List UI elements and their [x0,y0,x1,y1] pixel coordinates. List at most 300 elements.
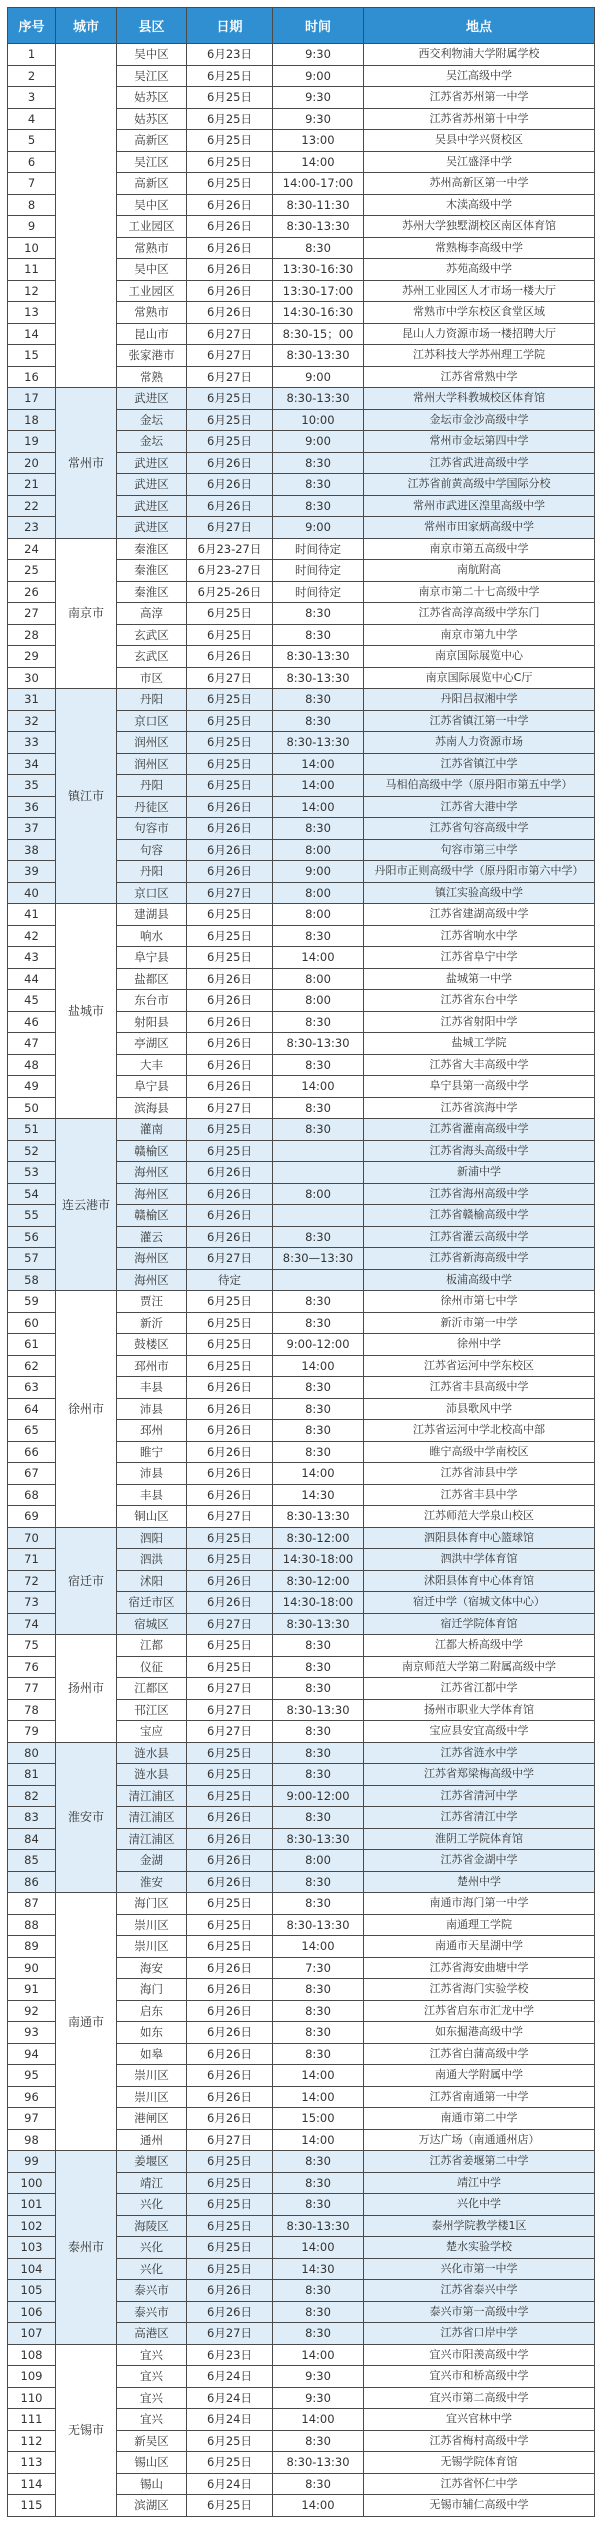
cell-no: 99 [8,2151,56,2173]
cell-date: 6月26日 [187,646,273,668]
cell-district: 宝应 [117,1721,187,1743]
cell-no: 74 [8,1613,56,1635]
cell-no: 108 [8,2344,56,2366]
cell-district: 秦淮区 [117,560,187,582]
cell-no: 104 [8,2258,56,2280]
cell-time: 8:30 [273,689,364,711]
cell-date: 6月23日 [187,44,273,66]
table-row [8,2344,595,2366]
cell-time: 8:30 [273,1721,364,1743]
cell-place: 苏苑高级中学 [364,259,595,281]
cell-time: 9:30 [273,87,364,109]
table-header [8,8,595,44]
cell-place: 江苏省高淳高级中学东门 [364,603,595,625]
cell-date: 6月26日 [187,1807,273,1829]
cell-district: 涟水县 [117,1764,187,1786]
cell-place: 如东掘港高级中学 [364,2022,595,2044]
table-row [8,2151,595,2173]
cell-place: 徐州市第七中学 [364,1291,595,1313]
cell-no: 65 [8,1420,56,1442]
cell-place: 江苏省前黄高级中学国际分校 [364,474,595,496]
cell-date: 6月27日 [187,1248,273,1270]
table-row [8,1527,595,1549]
cell-district: 兴化 [117,2237,187,2259]
cell-place: 南通市海门第一中学 [364,1893,595,1915]
cell-place: 常熟市中学东校区食堂区域 [364,302,595,324]
cell-no: 4 [8,108,56,130]
cell-district: 玄武区 [117,624,187,646]
cell-date: 6月26日 [187,1570,273,1592]
cell-district: 邳州 [117,1420,187,1442]
cell-no: 39 [8,861,56,883]
cell-date: 6月26日 [187,2280,273,2302]
cell-time: 8:30 [273,452,364,474]
cell-no: 91 [8,1979,56,2001]
cell-date: 6月25日 [187,1764,273,1786]
cell-time: 9:00 [273,366,364,388]
cell-no: 113 [8,2452,56,2474]
cell-no: 3 [8,87,56,109]
cell-place: 江苏省清河中学 [364,1785,595,1807]
cell-no: 106 [8,2301,56,2323]
cell-date: 6月25日 [187,753,273,775]
cell-place: 南京市第九中学 [364,624,595,646]
cell-place: 江苏省涟水中学 [364,1742,595,1764]
cell-place: 宿迁中学（宿城文体中心） [364,1592,595,1614]
cell-no: 103 [8,2237,56,2259]
cell-place: 江苏省丰县中学 [364,1484,595,1506]
cell-place: 新沂市第一中学 [364,1312,595,1334]
cell-time: 时间待定 [273,538,364,560]
cell-city: 徐州市 [56,1291,117,1528]
cell-no: 53 [8,1162,56,1184]
cell-place: 江苏科技大学苏州理工学院 [364,345,595,367]
cell-place: 苏州工业园区人才市场一楼大厅 [364,280,595,302]
cell-time: 8:30 [273,1291,364,1313]
cell-no: 60 [8,1312,56,1334]
cell-no: 75 [8,1635,56,1657]
cell-time: 8:30-13:30 [273,2452,364,2474]
cell-time: 8:30-13:30 [273,646,364,668]
cell-date: 6月26日 [187,818,273,840]
cell-time: 8:30 [273,624,364,646]
cell-place: 江苏省大丰高级中学 [364,1054,595,1076]
cell-time: 8:30 [273,2430,364,2452]
cell-date: 6月26日 [187,1463,273,1485]
cell-time [273,1162,364,1184]
cell-date: 6月26日 [187,2065,273,2087]
cell-time: 14:30 [273,1484,364,1506]
cell-time: 9:00 [273,861,364,883]
cell-date: 6月26日 [187,452,273,474]
cell-time: 8:30 [273,603,364,625]
cell-district: 崇川区 [117,1914,187,1936]
cell-place: 江苏省梅村高级中学 [364,2430,595,2452]
cell-time: 8:30-13:30 [273,1699,364,1721]
cell-district: 京口区 [117,710,187,732]
cell-district: 东台市 [117,990,187,1012]
cell-district: 如皋 [117,2043,187,2065]
cell-no: 41 [8,904,56,926]
cell-no: 25 [8,560,56,582]
cell-no: 114 [8,2473,56,2495]
cell-place: 泰兴市第一高级中学 [364,2301,595,2323]
cell-no: 36 [8,796,56,818]
cell-date: 6月25日 [187,925,273,947]
cell-time: 8:30 [273,495,364,517]
cell-district: 宿城区 [117,1613,187,1635]
cell-district: 海州区 [117,1248,187,1270]
cell-district: 武进区 [117,474,187,496]
cell-time: 13:30-17:00 [273,280,364,302]
cell-no: 13 [8,302,56,324]
cell-date: 6月26日 [187,1592,273,1614]
cell-time: 9:00 [273,65,364,87]
cell-time: 8:30 [273,237,364,259]
cell-time: 14:00 [273,1463,364,1485]
cell-no: 84 [8,1828,56,1850]
cell-city: 泰州市 [56,2151,117,2345]
cell-time: 9:00 [273,517,364,539]
cell-district: 邗江区 [117,1699,187,1721]
cell-no: 82 [8,1785,56,1807]
cell-district: 宜兴 [117,2366,187,2388]
cell-date: 6月25日 [187,1742,273,1764]
cell-no: 42 [8,925,56,947]
cell-place: 江苏省苏州第十中学 [364,108,595,130]
cell-place: 南京师范大学第二附属高级中学 [364,1656,595,1678]
cell-no: 64 [8,1398,56,1420]
cell-place: 南京国际展览中心 [364,646,595,668]
cell-time: 8:30 [273,710,364,732]
cell-time: 时间待定 [273,581,364,603]
schedule-table [7,7,595,2517]
cell-no: 77 [8,1678,56,1700]
cell-district: 通州 [117,2129,187,2151]
cell-place: 江苏省滨海中学 [364,1097,595,1119]
cell-district: 句容 [117,839,187,861]
cell-time: 8:30-13:30 [273,1033,364,1055]
cell-date: 6月26日 [187,280,273,302]
cell-time: 8:30-12:00 [273,1570,364,1592]
cell-place: 江苏省海安曲塘中学 [364,1957,595,1979]
cell-district: 启东 [117,2000,187,2022]
cell-district: 润州区 [117,732,187,754]
cell-place: 楚州中学 [364,1871,595,1893]
cell-no: 87 [8,1893,56,1915]
cell-district: 泗洪 [117,1549,187,1571]
cell-district: 江都 [117,1635,187,1657]
cell-no: 30 [8,667,56,689]
cell-time: 8:30 [273,925,364,947]
cell-place: 宜兴市和桥高级中学 [364,2366,595,2388]
cell-place: 江苏省运河中学东校区 [364,1355,595,1377]
cell-place: 泗阳县体育中心篮球馆 [364,1527,595,1549]
cell-date: 6月25日 [187,1936,273,1958]
cell-time: 8:00 [273,882,364,904]
cell-district: 泗阳 [117,1527,187,1549]
cell-date: 6月26日 [187,1377,273,1399]
cell-district: 建湖县 [117,904,187,926]
cell-no: 57 [8,1248,56,1270]
cell-district: 句容市 [117,818,187,840]
cell-no: 90 [8,1957,56,1979]
cell-no: 56 [8,1226,56,1248]
cell-district: 吴江区 [117,151,187,173]
cell-no: 19 [8,431,56,453]
cell-date: 6月25日 [187,1527,273,1549]
cell-time: 8:30—13:30 [273,1248,364,1270]
cell-no: 48 [8,1054,56,1076]
cell-date: 6月26日 [187,259,273,281]
cell-district: 姑苏区 [117,87,187,109]
cell-date: 6月26日 [187,1162,273,1184]
cell-district: 丹阳 [117,689,187,711]
cell-place: 镇江实验高级中学 [364,882,595,904]
cell-time: 8:30 [273,1097,364,1119]
cell-no: 34 [8,753,56,775]
cell-no: 105 [8,2280,56,2302]
cell-no: 43 [8,947,56,969]
cell-no: 5 [8,130,56,152]
cell-district: 锡山区 [117,2452,187,2474]
cell-date: 6月26日 [187,1011,273,1033]
cell-time: 8:30 [273,2194,364,2216]
cell-district: 灌南 [117,1119,187,1141]
cell-place: 泰州学院教学楼1区 [364,2215,595,2237]
cell-place: 江苏省怀仁中学 [364,2473,595,2495]
cell-date: 6月26日 [187,1871,273,1893]
cell-no: 29 [8,646,56,668]
cell-place: 江苏省清江中学 [364,1807,595,1829]
cell-place: 江苏省射阳中学 [364,1011,595,1033]
cell-district: 吴中区 [117,259,187,281]
cell-no: 38 [8,839,56,861]
cell-time: 14:30-18:00 [273,1549,364,1571]
cell-time [273,1140,364,1162]
cell-place: 江苏省阜宁中学 [364,947,595,969]
cell-date: 6月25日 [187,2452,273,2474]
cell-time: 14:00 [273,753,364,775]
cell-date: 6月25日 [187,775,273,797]
cell-date: 6月24日 [187,2387,273,2409]
cell-time: 8:30 [273,1226,364,1248]
cell-place: 无锡市辅仁高级中学 [364,2495,595,2517]
cell-date: 6月23-27日 [187,538,273,560]
cell-date: 6月25日 [187,904,273,926]
cell-time: 8:30 [273,2000,364,2022]
cell-place: 吴江盛泽中学 [364,151,595,173]
cell-date: 6月25-26日 [187,581,273,603]
cell-time: 8:30-13:30 [273,345,364,367]
cell-date: 6月25日 [187,151,273,173]
cell-district: 丹阳 [117,861,187,883]
cell-city: 宿迁市 [56,1527,117,1635]
header-no: 序号 [8,8,56,44]
cell-time: 8:30-13:30 [273,1828,364,1850]
cell-district: 金坛 [117,409,187,431]
cell-place: 江苏省郑梁梅高级中学 [364,1764,595,1786]
cell-city: 盐城市 [56,904,117,1119]
cell-district: 如东 [117,2022,187,2044]
cell-no: 111 [8,2409,56,2431]
cell-no: 15 [8,345,56,367]
cell-date: 6月26日 [187,990,273,1012]
cell-place: 江苏省灌南高级中学 [364,1119,595,1141]
cell-place: 苏南人力资源市场 [364,732,595,754]
cell-date: 6月25日 [187,2237,273,2259]
cell-date: 6月27日 [187,323,273,345]
cell-district: 润州区 [117,753,187,775]
cell-district: 赣榆区 [117,1205,187,1227]
cell-no: 78 [8,1699,56,1721]
cell-district: 锡山 [117,2473,187,2495]
cell-time: 14:00 [273,2495,364,2517]
cell-district: 沭阳 [117,1570,187,1592]
cell-date: 6月27日 [187,1721,273,1743]
cell-time: 8:00 [273,1850,364,1872]
cell-no: 9 [8,216,56,238]
table-row [8,538,595,560]
cell-time: 9:30 [273,108,364,130]
cell-district: 市区 [117,667,187,689]
cell-district: 玄武区 [117,646,187,668]
cell-place: 江苏省武进高级中学 [364,452,595,474]
cell-no: 22 [8,495,56,517]
cell-time: 8:30-13:30 [273,1914,364,1936]
cell-time: 9:00-12:00 [273,1334,364,1356]
cell-date: 6月26日 [187,216,273,238]
cell-date: 6月25日 [187,603,273,625]
cell-date: 6月26日 [187,1183,273,1205]
cell-no: 26 [8,581,56,603]
cell-no: 94 [8,2043,56,2065]
cell-no: 63 [8,1377,56,1399]
cell-place: 宜兴市第二高级中学 [364,2387,595,2409]
cell-no: 8 [8,194,56,216]
table-row [8,689,595,711]
cell-place: 江苏省苏州第一中学 [364,87,595,109]
cell-date: 6月26日 [187,495,273,517]
cell-date: 6月26日 [187,1205,273,1227]
cell-time: 8:30 [273,1398,364,1420]
cell-district: 武进区 [117,517,187,539]
cell-district: 丰县 [117,1484,187,1506]
cell-time: 8:30 [273,1054,364,1076]
cell-city: 连云港市 [56,1119,117,1291]
cell-no: 69 [8,1506,56,1528]
cell-district: 宜兴 [117,2387,187,2409]
cell-place: 江苏省镇江中学 [364,753,595,775]
cell-time: 8:00 [273,839,364,861]
cell-district: 清江浦区 [117,1828,187,1850]
cell-place: 江苏省金湖中学 [364,1850,595,1872]
cell-no: 100 [8,2172,56,2194]
table-row [8,1119,595,1141]
cell-place: 江苏省启东市汇龙中学 [364,2000,595,2022]
table-row [8,1893,595,1915]
cell-place: 常熟梅李高级中学 [364,237,595,259]
cell-time: 8:00 [273,968,364,990]
cell-date: 6月27日 [187,1678,273,1700]
cell-time: 14:00 [273,775,364,797]
cell-district: 海安 [117,1957,187,1979]
cell-date: 6月25日 [187,1355,273,1377]
cell-place: 丹阳吕叔湘中学 [364,689,595,711]
cell-date: 6月23日 [187,2344,273,2366]
cell-time: 14:00 [273,2065,364,2087]
cell-time: 13:00 [273,130,364,152]
cell-district: 金湖 [117,1850,187,1872]
cell-district: 姑苏区 [117,108,187,130]
cell-place: 吴县中学兴贤校区 [364,130,595,152]
cell-time: 8:30-12:00 [273,1527,364,1549]
cell-date: 6月26日 [187,194,273,216]
cell-time: 8:30 [273,1678,364,1700]
cell-no: 2 [8,65,56,87]
cell-date: 6月26日 [187,861,273,883]
cell-place: 南通市天星湖中学 [364,1936,595,1958]
cell-date: 6月25日 [187,431,273,453]
cell-no: 10 [8,237,56,259]
header-district: 县区 [117,8,187,44]
cell-district: 睢宁 [117,1441,187,1463]
table-row [8,1635,595,1657]
header-time: 时间 [273,8,364,44]
cell-district: 铜山区 [117,1506,187,1528]
cell-no: 92 [8,2000,56,2022]
cell-date: 6月24日 [187,2366,273,2388]
cell-place: 板浦高级中学 [364,1269,595,1291]
cell-place: 宜兴市阳羡高级中学 [364,2344,595,2366]
cell-no: 62 [8,1355,56,1377]
cell-place: 江苏省海头高级中学 [364,1140,595,1162]
cell-date: 6月26日 [187,1484,273,1506]
cell-time: 14:00 [273,2344,364,2366]
cell-date: 6月27日 [187,2129,273,2151]
cell-no: 96 [8,2086,56,2108]
table-row [8,1742,595,1764]
cell-no: 54 [8,1183,56,1205]
cell-time: 8:30 [273,1807,364,1829]
cell-no: 81 [8,1764,56,1786]
cell-time: 8:30 [273,2151,364,2173]
cell-date: 6月25日 [187,947,273,969]
cell-place: 江苏省常熟中学 [364,366,595,388]
cell-time: 8:30 [273,474,364,496]
cell-place: 盐城第一中学 [364,968,595,990]
cell-district: 秦淮区 [117,581,187,603]
cell-place: 江苏省丰县高级中学 [364,1377,595,1399]
cell-time: 8:30 [273,1441,364,1463]
cell-date: 6月27日 [187,1097,273,1119]
cell-place: 江苏省东台中学 [364,990,595,1012]
table-body [8,44,595,2517]
cell-place: 楚水实验学校 [364,2237,595,2259]
cell-place: 江苏省镇江第一中学 [364,710,595,732]
cell-date: 6月25日 [187,1334,273,1356]
cell-date: 6月25日 [187,1635,273,1657]
cell-place: 沭阳县体育中心体育馆 [364,1570,595,1592]
cell-date: 6月25日 [187,624,273,646]
cell-date: 6月26日 [187,1957,273,1979]
cell-time: 14:00 [273,2409,364,2431]
cell-no: 88 [8,1914,56,1936]
cell-place: 丹阳市正则高级中学（原丹阳市第六中学） [364,861,595,883]
cell-place: 金坛市金沙高级中学 [364,409,595,431]
cell-time: 8:30-13:30 [273,732,364,754]
cell-date: 6月26日 [187,968,273,990]
